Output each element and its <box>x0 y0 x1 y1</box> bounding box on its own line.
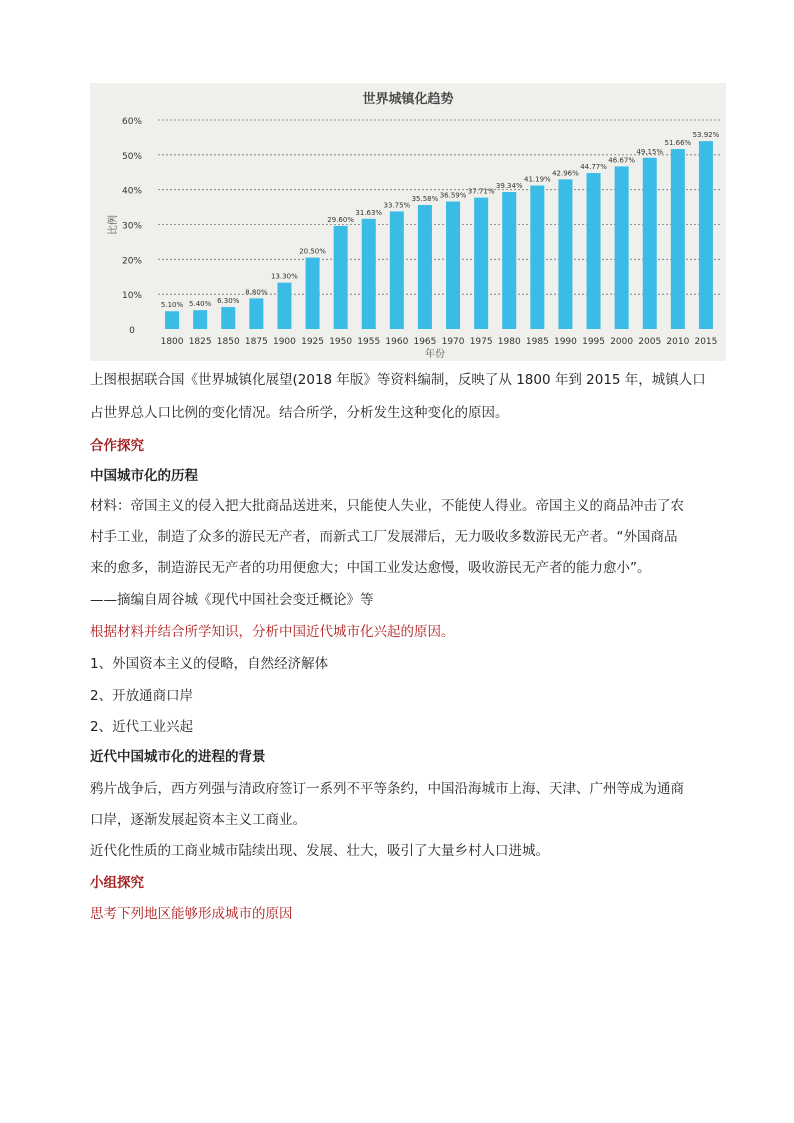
y-tick-label: 40% <box>121 186 143 197</box>
x-tick-1825: 1825 <box>188 337 212 347</box>
heading-cooperative-inquiry: 合作探究 <box>90 438 144 454</box>
bar-1950 <box>334 226 348 329</box>
bar-1980 <box>502 192 516 329</box>
heading-china-urbanization-history: 中国城市化的历程 <box>90 468 198 484</box>
x-tick-2005: 2005 <box>638 337 662 347</box>
data-label-2005: 49.15% <box>636 147 664 156</box>
bar-1955 <box>362 219 376 329</box>
bar-1900 <box>277 283 291 329</box>
x-tick-2015: 2015 <box>694 337 718 347</box>
intro-line-2: 占世界总人口比例的变化情况。结合所学，分析发生这种变化的原因。 <box>90 405 509 421</box>
data-label-2000: 46.67% <box>608 156 636 165</box>
x-tick-2000: 2000 <box>610 337 634 347</box>
data-label-1875: 8.80% <box>245 288 268 297</box>
x-tick-1950: 1950 <box>329 337 353 347</box>
y-tick-label: 50% <box>121 151 143 162</box>
data-label-2015: 53.92% <box>692 131 720 140</box>
answer-item-1: 1、外国资本主义的侵略，自然经济解体 <box>90 656 329 672</box>
bar-1975 <box>474 198 488 329</box>
x-tick-1980: 1980 <box>497 337 521 347</box>
data-label-1960: 33.75% <box>383 201 411 210</box>
bar-1960 <box>390 211 404 329</box>
chart-title: 世界城镇化趋势 <box>362 92 454 107</box>
group-question: 思考下列地区能够形成城市的原因 <box>90 906 293 922</box>
data-label-1955: 31.63% <box>355 208 383 217</box>
x-tick-1965: 1965 <box>413 337 437 347</box>
y-tick-label: 0 <box>129 326 135 336</box>
x-tick-1925: 1925 <box>301 337 325 347</box>
background-line-1: 鸦片战争后，西方列强与清政府签订一系列不平等条约，中国沿海城市上海、天津、广州等成为通商 <box>90 781 684 797</box>
data-label-1900: 13.30% <box>271 272 298 281</box>
data-label-1800: 5.10% <box>160 301 184 310</box>
bar-1875 <box>249 298 263 329</box>
material-line-1: 材料：帝国主义的侵入把大批商品送进来，只能使人失业，不能使人得业。帝国主义的商品冲击了农 <box>90 498 684 514</box>
material-source: ——摘编自周谷城《现代中国社会变迁概论》等 <box>90 592 374 608</box>
answer-item-2: 2、开放通商口岸 <box>90 688 194 704</box>
x-tick-1990: 1990 <box>553 337 577 347</box>
chart-svg <box>90 83 726 361</box>
y-tick-label: 20% <box>121 256 143 267</box>
data-label-1965: 35.58% <box>411 195 439 204</box>
x-tick-1875: 1875 <box>244 337 268 347</box>
heading-background: 近代中国城市化的进程的背景 <box>90 749 266 765</box>
data-label-1825: 5.40% <box>189 300 212 309</box>
material-line-3: 来的愈多，制造游民无产者的功用便愈大；中国工业发达愈慢，吸收游民无产者的能力愈小”。 <box>90 560 651 576</box>
heading-group-inquiry: 小组探究 <box>90 875 144 891</box>
y-tick-label: 60% <box>121 117 143 127</box>
bar-2005 <box>643 158 657 329</box>
x-tick-1960: 1960 <box>385 337 409 347</box>
data-label-1925: 20.50% <box>299 247 326 256</box>
x-tick-1985: 1985 <box>525 337 549 347</box>
data-label-1850: 6.30% <box>217 297 240 306</box>
urbanization-chart <box>90 83 726 361</box>
bar-1985 <box>530 186 544 329</box>
x-tick-1995: 1995 <box>582 337 606 347</box>
intro-line-1: 上图根据联合国《世界城镇化展望(2018 年版》等资料编制，反映了从 1800 年到 2015 年，城镇人口 <box>90 372 706 388</box>
bar-1970 <box>446 202 460 329</box>
x-tick-1900: 1900 <box>272 337 296 347</box>
bar-2010 <box>671 149 685 329</box>
data-label-1990: 42.96% <box>552 169 579 178</box>
question-text: 根据材料并结合所学知识，分析中国近代城市化兴起的原因。 <box>90 624 455 640</box>
y-tick-label: 30% <box>121 221 143 232</box>
bar-1850 <box>221 307 235 329</box>
data-label-1975: 37.71% <box>467 187 495 196</box>
bar-1990 <box>558 179 572 329</box>
x-tick-1955: 1955 <box>357 337 381 347</box>
data-label-1980: 39.34% <box>495 181 523 190</box>
x-tick-1975: 1975 <box>469 337 493 347</box>
bar-1995 <box>587 173 601 329</box>
x-tick-1850: 1850 <box>216 337 240 347</box>
data-label-1970: 36.59% <box>439 191 467 200</box>
x-tick-2010: 2010 <box>666 337 690 347</box>
bar-1925 <box>306 258 320 329</box>
data-label-2010: 51.66% <box>664 139 692 148</box>
bar-2015 <box>699 141 713 329</box>
data-label-1950: 29.60% <box>327 215 355 224</box>
x-tick-1800: 1800 <box>160 337 184 347</box>
data-label-1985: 41.19% <box>523 175 551 184</box>
data-label-1995: 44.77% <box>580 163 607 172</box>
answer-item-3: 2、近代工业兴起 <box>90 719 194 735</box>
bar-1800 <box>165 311 179 329</box>
y-tick-label: 10% <box>121 291 143 302</box>
background-line-2: 口岸，逐渐发展起资本主义工商业。 <box>90 812 306 828</box>
material-line-2: 村手工业，制造了众多的游民无产者，而新式工厂发展滞后，无力吸收多数游民无产者。“外国商品 <box>90 529 678 545</box>
bar-1965 <box>418 205 432 329</box>
background-line-3: 近代化性质的工商业城市陆续出现、发展、壮大，吸引了大量乡村人口进城。 <box>90 843 549 859</box>
bar-1825 <box>193 310 207 329</box>
y-axis-label: 比例 <box>108 215 119 235</box>
x-axis-label: 年份 <box>425 349 445 360</box>
x-tick-1970: 1970 <box>441 337 465 347</box>
bar-2000 <box>615 166 629 329</box>
